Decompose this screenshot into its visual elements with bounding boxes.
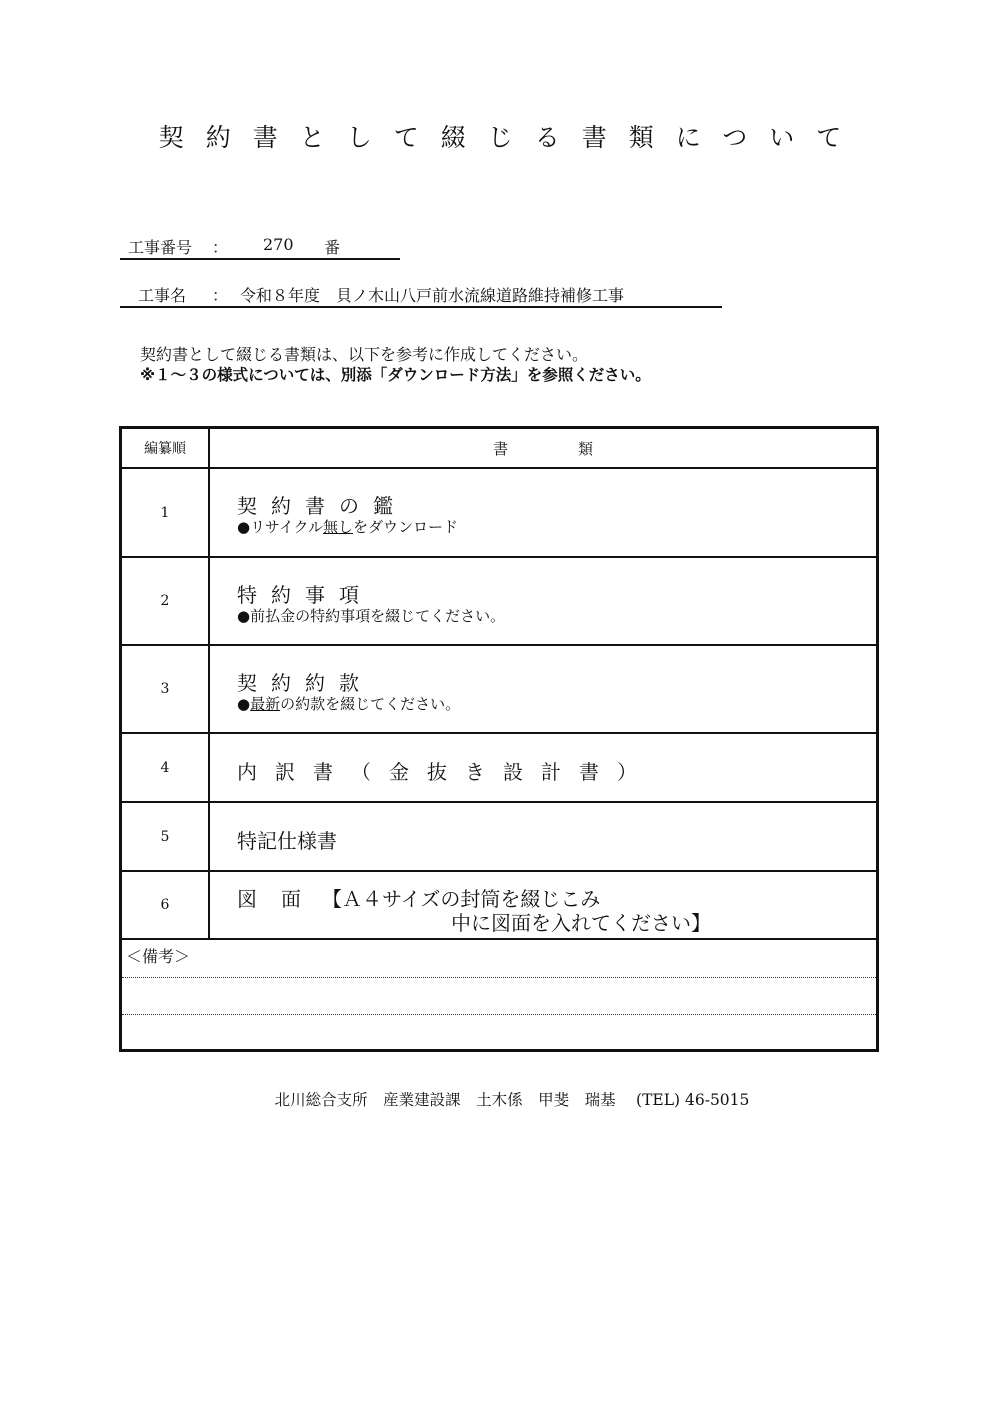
intro-line-2: ※１～３の様式については、別添「ダウンロード方法」を参照ください。	[140, 366, 651, 384]
work-number-label: 工事番号	[128, 238, 193, 257]
row-note: ●最新の約款を綴じてください。	[237, 695, 461, 713]
table-header-row	[122, 429, 876, 469]
row-note-2: 中に図面を入れてください】	[451, 911, 711, 935]
row-number: 1	[122, 469, 210, 556]
row-title: 契約書の鑑	[237, 494, 407, 518]
header-docs: 書類	[492, 439, 663, 458]
row-title: 特記仕様書	[237, 829, 337, 853]
remarks-dotted-line	[122, 1014, 876, 1015]
row-number: 4	[122, 734, 210, 801]
documents-table	[119, 426, 879, 1052]
work-number-field	[120, 233, 400, 260]
intro-text	[140, 344, 651, 386]
row-note: ●前払金の特約事項を綴じてください。	[237, 607, 506, 625]
row-number: 6	[122, 872, 210, 938]
row-title: 特約事項	[237, 583, 373, 607]
work-name-field	[120, 281, 722, 308]
table-row	[122, 646, 876, 734]
intro-line-1: 契約書として綴じる書類は、以下を参考に作成してください。	[140, 345, 589, 364]
work-number-unit: 番	[324, 238, 341, 257]
page-title: 契約書として綴じる書類について	[158, 123, 864, 152]
table-row	[122, 734, 876, 803]
work-name-colon: ：	[212, 286, 229, 305]
row-number: 2	[122, 558, 210, 644]
remarks-dotted-line	[122, 977, 876, 978]
row-title: 図 面	[237, 887, 303, 911]
table-row	[122, 558, 876, 646]
contact-footer: 北川総合支所 産業建設課 土木係 甲斐 瑞基 (TEL) 46-5015	[274, 1091, 750, 1109]
row-title: 内訳書（金抜き設計書）	[237, 760, 655, 784]
row-note-1: 【Ａ４サイズの封筒を綴じこみ	[322, 887, 601, 911]
remarks-label: ＜備考＞	[126, 947, 191, 966]
header-order: 編纂順	[122, 429, 210, 467]
work-number-value: 270	[263, 235, 294, 254]
row-note: ●リサイクル無しをダウンロード	[237, 518, 459, 536]
table-row	[122, 803, 876, 872]
work-name-value: 令和８年度 貝ノ木山八戸前水流線道路維持補修工事	[240, 286, 625, 305]
work-number-colon: ：	[212, 238, 229, 257]
work-name-label: 工事名	[138, 286, 187, 305]
table-row	[122, 469, 876, 558]
row-title: 契約約款	[237, 671, 373, 695]
row-number: 5	[122, 803, 210, 870]
table-row	[122, 872, 876, 940]
row-number: 3	[122, 646, 210, 732]
